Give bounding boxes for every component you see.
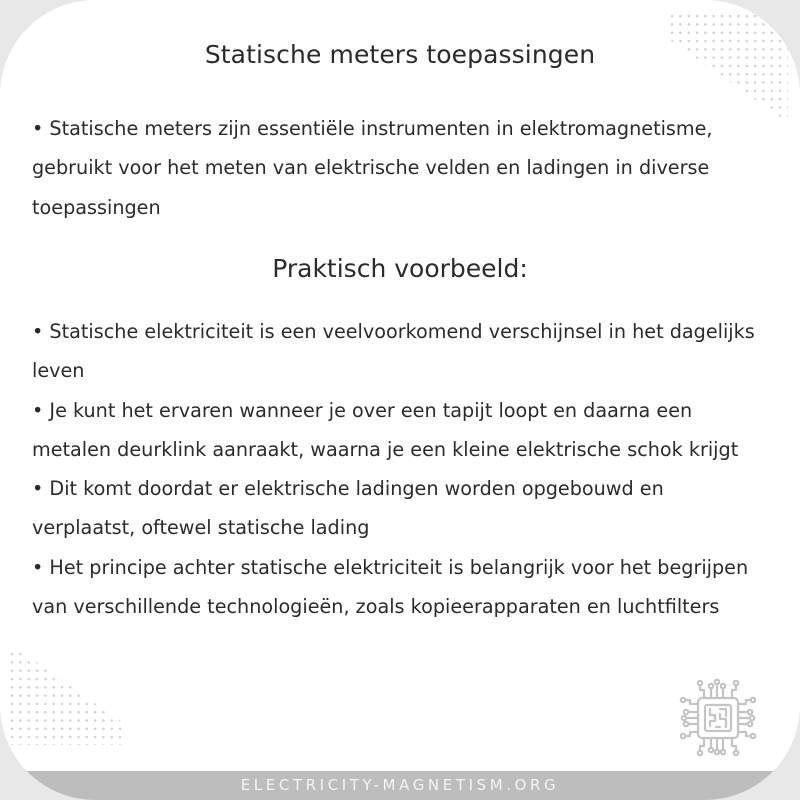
example-bullet: • Dit komt doordat er elektrische ladingen worden opgebouwd en verplaatst, oftewel statische lading	[32, 477, 664, 540]
intro-bullet: • Statische meters zijn essentiële instrumenten in elektromagnetisme, gebruikt voor het meten van elektrische velden en ladingen in diverse toepassingen	[32, 117, 713, 219]
example-bullet: • Het principe achter statische elektriciteit is belangrijk voor het begrijpen van verschillende technologieën, zoals kopieerapparaten en luchtfilters	[32, 555, 749, 619]
dot-pattern-bottom-left	[8, 650, 123, 745]
section-heading: Praktisch voorbeeld:	[272, 254, 528, 283]
page-title: Statische meters toepassingen	[204, 40, 596, 69]
site-name: ELECTRICITY-MAGNETISM.ORG	[240, 776, 560, 794]
footer-banner	[0, 771, 800, 800]
circuit-chip-icon	[676, 676, 760, 760]
example-bullet: • Je kunt het ervaren wanneer je over een tapijt loopt en daarna een metalen deurklink aanraakt, waarna je een kleine elektrische schok krijgt	[32, 398, 739, 461]
example-list	[32, 312, 772, 626]
example-bullet: • Statische elektriciteit is een veelvoorkomend verschijnsel in het dagelijks leven	[32, 320, 755, 383]
intro-paragraph	[32, 109, 772, 227]
